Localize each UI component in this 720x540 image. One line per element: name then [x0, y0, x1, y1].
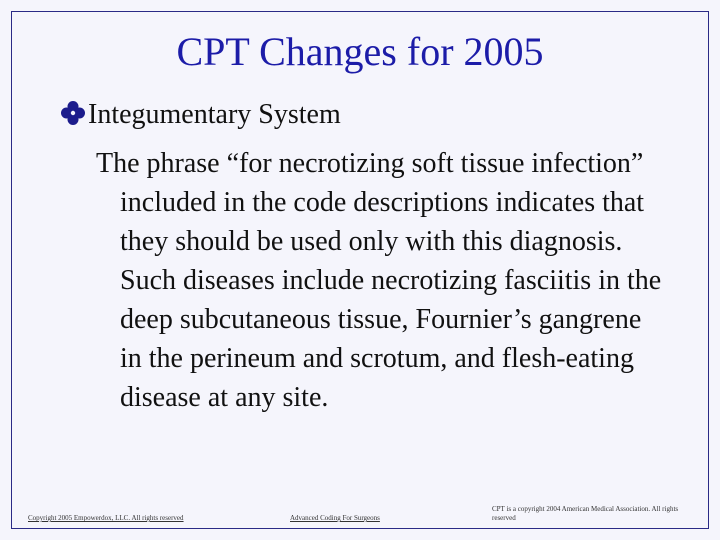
bullet-item — [60, 98, 341, 132]
bullet-heading: Integumentary System — [88, 99, 341, 130]
slide-title: CPT Changes for 2005 — [176, 29, 544, 74]
body-paragraph: The phrase “for necrotizing soft tissue infection” included in the code descriptions indicates that they should be used only with this diagnosis. Such diseases include necrotizing fasciitis in the deep subcutaneous tissue, Fournier’s gangrene in the perineum and scrotum, and flesh-eating disease at any site. — [96, 148, 662, 413]
footer-copyright: Copyright 2005 Empowerdox, LLC. All rights reserved — [28, 514, 184, 522]
footer-course-title: Advanced Coding For Surgeons — [290, 514, 380, 522]
diamond-bullet-icon — [60, 100, 86, 126]
footer-cpt-notice: CPT is a copyright 2004 American Medical Association. All rights reserved — [492, 505, 679, 522]
